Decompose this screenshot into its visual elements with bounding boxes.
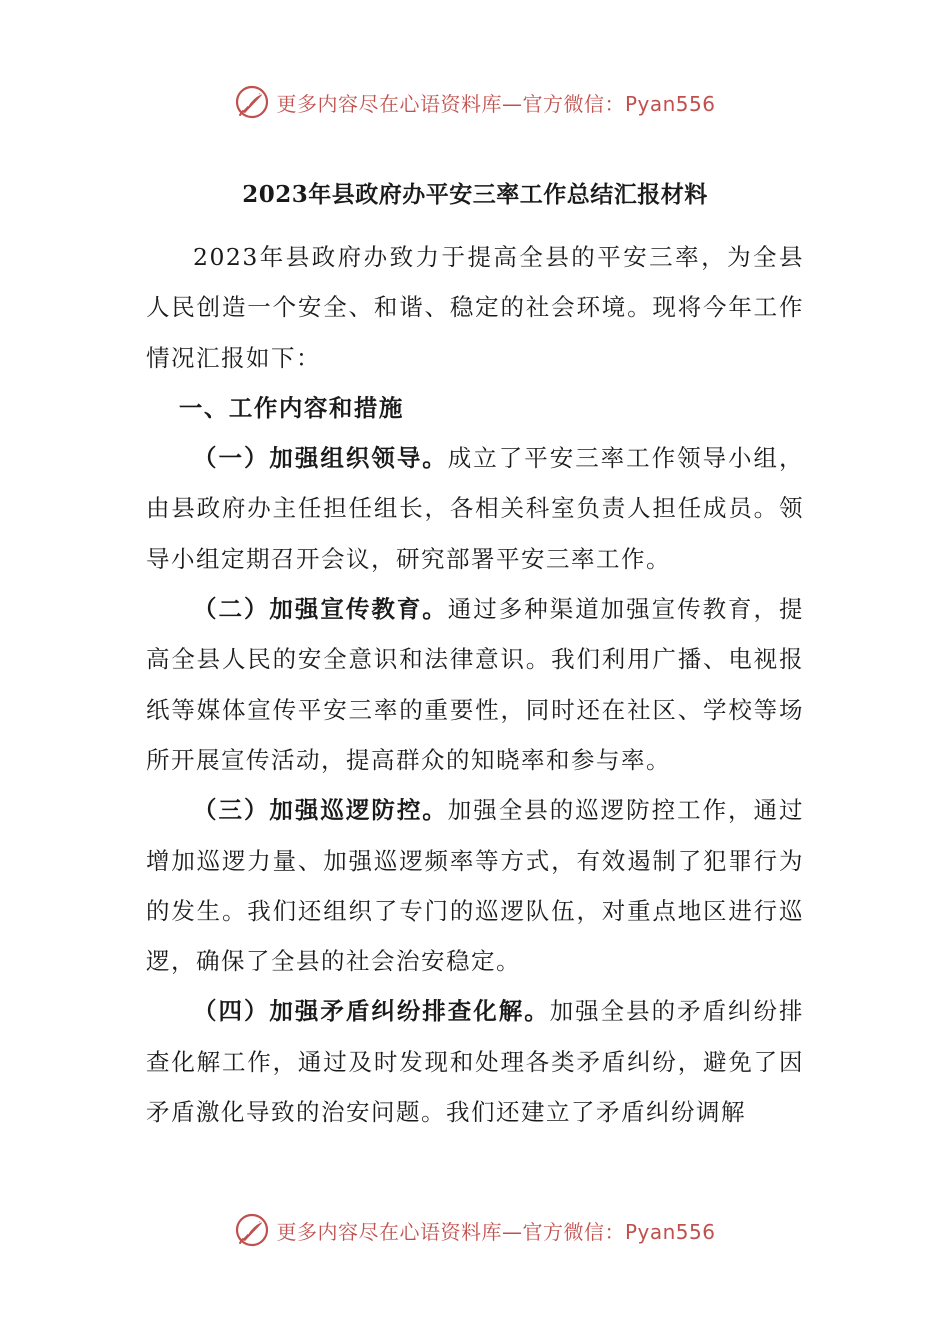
- header-banner: [0, 82, 950, 122]
- item-label-2: （二）加强宣传教育。: [193, 595, 448, 624]
- document-title: 2023年县政府办平安三率工作总结汇报材料: [242, 181, 708, 208]
- item-text-4: 加强全县的矛盾纠纷排查化解工作，通过及时发现和处理各类矛盾纠纷，避免了因矛盾激化导致的治安问题。我们还建立了矛盾纠纷调解: [146, 997, 805, 1127]
- intro-paragraph: 2023年县政府办致力于提高全县的平安三率，为全县人民创造一个安全、和谐、稳定的社会环境。现将今年工作情况汇报如下：: [146, 243, 804, 372]
- footer-banner-text: 更多内容尽在心语资料库—官方微信：Pyan556: [276, 1219, 716, 1244]
- item-label-1: （一）加强组织领导。: [193, 444, 448, 473]
- item-label-3: （三）加强巡逻防控。: [193, 796, 448, 825]
- section-heading: 一、工作内容和措施: [178, 393, 404, 422]
- item-text-3: 加强全县的巡逻防控工作，通过增加巡逻力量、加强巡逻频率等方式，有效遏制了犯罪行为的发生。我们还组织了专门的巡逻队伍，对重点地区进行巡逻，确保了全县的社会治安稳定。: [146, 796, 805, 976]
- item-paragraph-3: [146, 785, 804, 986]
- quill-pen-logo-icon: [234, 84, 270, 120]
- item-label-4: （四）加强矛盾纠纷排查化解。: [193, 997, 550, 1026]
- item-paragraph-1: [146, 433, 804, 584]
- item-paragraph-4: [146, 986, 804, 1137]
- item-text-1: 成立了平安三率工作领导小组，由县政府办主任担任组长，各相关科室负责人担任成员。领导小组定期召开会议，研究部署平安三率工作。: [146, 444, 805, 573]
- footer-banner: [0, 1210, 950, 1250]
- quill-pen-logo-icon: [234, 1212, 270, 1248]
- header-banner-text: 更多内容尽在心语资料库—官方微信：Pyan556: [276, 91, 716, 116]
- item-text-2: 通过多种渠道加强宣传教育，提高全县人民的安全意识和法律意识。我们利用广播、电视报纸等媒体宣传平安三率的重要性，同时还在社区、学校等场所开展宣传活动，提高群众的知晓率和参与率。: [146, 595, 805, 774]
- item-paragraph-2: [146, 584, 804, 785]
- document-body: [146, 232, 804, 1137]
